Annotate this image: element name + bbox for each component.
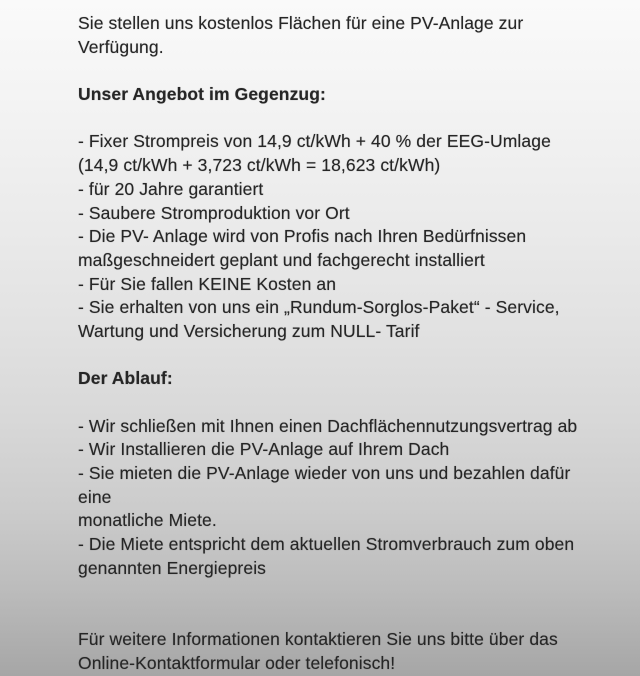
text-line: - Fixer Strompreis von 14,9 ct/kWh + 40 % der EEG-Umlage bbox=[78, 131, 551, 152]
text-line: Sie stellen uns kostenlos Flächen für eine PV-Anlage zur bbox=[78, 13, 524, 33]
text-line: - für 20 Jahre garantiert bbox=[78, 178, 264, 199]
text-line: Der Ablauf: bbox=[78, 368, 173, 389]
text-line: - Sie erhalten von uns ein „Rundum-Sorglos-Paket“ - Service, bbox=[78, 297, 560, 318]
text-line: - Die Miete entspricht dem aktuellen Stromverbrauch zum oben bbox=[78, 534, 575, 555]
text-line: Für weitere Informationen kontaktieren Sie uns bitte über das bbox=[78, 628, 558, 649]
section-intro bbox=[78, 12, 610, 59]
text-line: - Für Sie fallen KEINE Kosten an bbox=[78, 273, 337, 294]
text-line: monatliche Miete. bbox=[78, 510, 217, 531]
text-line: - Sie mieten die PV-Anlage wieder von uns und bezahlen dafür bbox=[78, 463, 571, 484]
text-line: - Wir schließen mit Ihnen einen Dachflächennutzungsvertrag ab bbox=[78, 415, 578, 436]
text-line: Wartung und Versicherung zum NULL- Tarif bbox=[78, 320, 420, 341]
text-line: Unser Angebot im Gegenzug: bbox=[78, 84, 326, 105]
text-line: genannten Energiepreis bbox=[78, 557, 267, 578]
text-line: (14,9 ct/kWh + 3,723 ct/kWh = 18,623 ct/kWh) bbox=[78, 155, 441, 176]
section-contact-note bbox=[78, 628, 610, 675]
text-line: eine bbox=[78, 486, 112, 507]
text-line: Verfügung. bbox=[78, 36, 164, 57]
text-line: - Saubere Stromproduktion vor Ort bbox=[78, 202, 350, 223]
section-offer-details bbox=[78, 130, 610, 343]
section-offer-heading bbox=[78, 83, 610, 107]
text-line: Online-Kontaktformular oder telefonisch! bbox=[78, 652, 396, 673]
text-line: - Die PV- Anlage wird von Profis nach Ihren Bedürfnissen bbox=[78, 226, 527, 247]
text-line: maßgeschneidert geplant und fachgerecht installiert bbox=[78, 249, 485, 270]
document-text bbox=[78, 12, 610, 675]
text-line: - Wir Installieren die PV-Anlage auf Ihrem Dach bbox=[78, 439, 450, 460]
section-process-heading bbox=[78, 367, 610, 391]
section-process-steps bbox=[78, 415, 610, 581]
